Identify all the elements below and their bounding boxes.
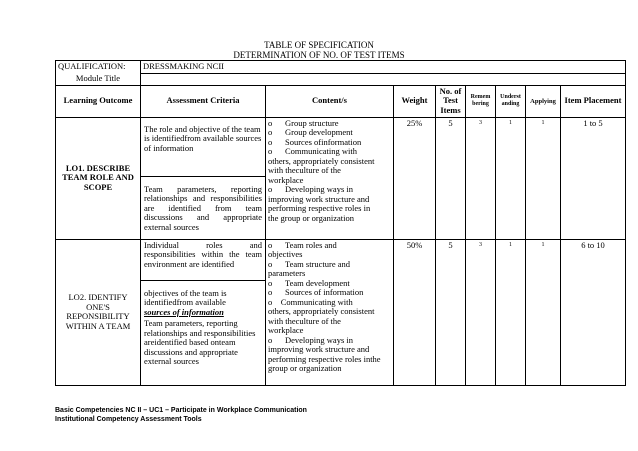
col-weight: Weight	[394, 85, 436, 117]
criteria-item: Team parameters, reporting relationships and responsibilities areidentified based onteam discussions and appropriate external sources	[144, 318, 256, 366]
content-line: o Team roles and	[268, 239, 337, 250]
content-line: o Developing ways in	[268, 184, 353, 194]
content-line: performing respective roles in	[268, 203, 371, 213]
table-row	[56, 117, 626, 239]
applying-cell: 1	[526, 117, 561, 239]
specification-table	[55, 60, 626, 386]
col-no-of-test-items: No. of Test Items	[436, 85, 466, 117]
content-line: o Group development	[268, 127, 353, 137]
col-item-placement: Item Placement	[561, 85, 626, 117]
content-line: with theculture of the	[268, 165, 341, 175]
document-title: TABLE OF SPECIFICATION	[264, 40, 374, 50]
remembering-cell: 3	[466, 239, 496, 385]
criteria-item	[141, 280, 265, 319]
content-line: others, appropriately consistent	[268, 155, 375, 166]
content-line: the group or organization	[268, 212, 355, 223]
qualification-row	[56, 61, 626, 74]
assessment-criteria-cell	[141, 117, 266, 239]
content-line: o Developing ways in	[268, 334, 353, 345]
criteria-item: Team parameters, reporting relationships and responsibilities are identified from team discussions and appropriate external sources	[141, 176, 265, 234]
col-remembering: Remem bering	[466, 85, 496, 117]
content-line: improving work structure and	[268, 344, 370, 354]
content-line: o Team development	[268, 277, 350, 288]
content-line: performing respective roles inthe	[268, 353, 381, 364]
content-line: with theculture of the	[268, 315, 341, 326]
content-line: o Group structure	[268, 117, 339, 128]
footer-assessment-tools: Institutional Competency Assessment Tools	[55, 416, 202, 423]
module-title-label: Module Title	[56, 73, 141, 85]
content-line: parameters	[268, 268, 306, 278]
learning-outcome-cell: LO1. DESCRIBE TEAM ROLE AND SCOPE	[56, 117, 141, 239]
content-line: group or organization	[268, 363, 342, 373]
criteria-text: objectives of the team is identifiedfrom available	[144, 287, 227, 307]
content-line: others, appropriately consistent	[268, 306, 375, 316]
test-items-cell: 5	[436, 239, 466, 385]
contents-cell	[266, 117, 394, 239]
content-line: o Sources of information	[268, 287, 364, 297]
test-items-cell: 5	[436, 117, 466, 239]
weight-cell: 50%	[394, 239, 436, 385]
col-learning-outcome: Learning Outcome	[56, 85, 141, 117]
assessment-criteria-cell	[141, 239, 266, 385]
contents-cell	[266, 239, 394, 385]
content-line: improving work structure and	[268, 193, 370, 204]
module-title-row	[56, 73, 626, 85]
item-placement-cell: 6 to 10	[561, 239, 626, 385]
criteria-item: Individual roles and responsibilities within the team environment are identified	[144, 239, 262, 269]
criteria-item: The role and objective of the team is identifiedfrom available sources of information	[144, 123, 262, 153]
module-title-value	[141, 73, 626, 85]
content-line: o Communicating with	[268, 296, 353, 307]
content-line: o Sources ofinformation	[268, 136, 362, 147]
criteria-text-emphasis: sources of information	[144, 306, 224, 317]
qualification-value: DRESSMAKING NCII	[141, 61, 626, 74]
remembering-cell: 3	[466, 117, 496, 239]
qualification-label: QUALIFICATION:	[56, 61, 141, 74]
col-understanding: Underst anding	[496, 85, 526, 117]
col-assessment-criteria: Assessment Criteria	[141, 85, 266, 117]
applying-cell: 1	[526, 239, 561, 385]
content-line: workplace	[268, 174, 304, 185]
weight-cell: 25%	[394, 117, 436, 239]
document-subtitle: DETERMINATION OF NO. OF TEST ITEMS	[233, 50, 405, 60]
content-line: o Team structure and	[268, 258, 351, 269]
footer-competency: Basic Competencies NC II – UC1 – Participate in Workplace Communication	[55, 407, 307, 414]
column-header-row	[56, 85, 626, 117]
content-line: workplace	[268, 325, 304, 335]
learning-outcome-cell: LO2. IDENTIFY ONE'S REPONSIBILITY WITHIN A TEAM	[56, 239, 141, 385]
understanding-cell: 1	[496, 117, 526, 239]
understanding-cell: 1	[496, 239, 526, 385]
content-line: objectives	[268, 249, 303, 259]
table-row	[56, 239, 626, 385]
content-line: o Communicating with	[268, 146, 358, 156]
col-applying: Applying	[526, 85, 561, 117]
item-placement-cell: 1 to 5	[561, 117, 626, 239]
col-contents: Content/s	[266, 85, 394, 117]
